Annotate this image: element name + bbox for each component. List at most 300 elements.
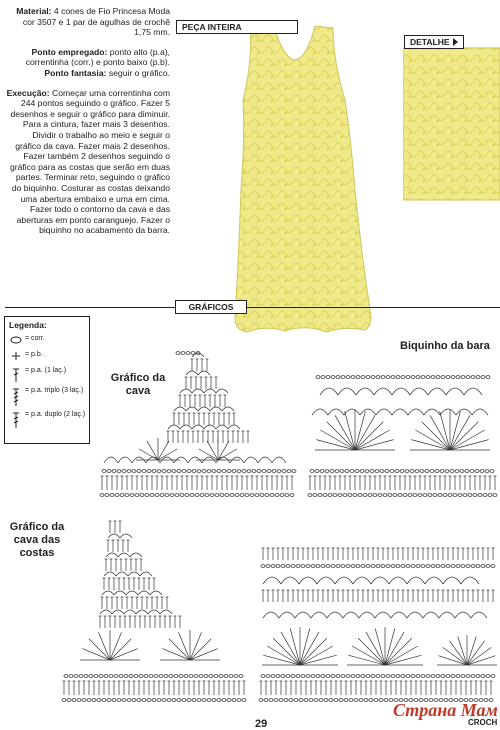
chain-stitch-symbol	[346, 675, 350, 678]
legend-label: = p.b.	[25, 351, 43, 358]
fan-stitch-symbol	[300, 655, 337, 665]
chain-stitch-symbol	[458, 494, 462, 497]
chain-stitch-symbol	[350, 470, 354, 473]
fan-stitch-symbol	[467, 641, 485, 665]
chain-stitch-symbol	[62, 699, 66, 702]
chain-stitch-symbol	[415, 470, 419, 473]
chain-stitch-symbol	[453, 494, 457, 497]
fan-stitch-symbol	[375, 628, 385, 665]
chain-arc-symbol	[371, 577, 389, 584]
chain-arc-symbol	[106, 553, 118, 557]
ponto-empregado-text: ponto alto (p.a), correntinha (corr.) e ponto baixo (p.b).	[25, 46, 170, 68]
fan-stitch-symbol	[263, 655, 300, 665]
fan-stitch-symbol	[300, 628, 310, 665]
chain-stitch-symbol	[177, 699, 181, 702]
chain-stitch-symbol	[396, 675, 400, 678]
chain-stitch-symbol	[481, 675, 485, 678]
chain-stitch-symbol	[481, 376, 485, 379]
chain-stitch-symbol	[379, 699, 383, 702]
chain-arc-symbol	[100, 610, 112, 614]
chain-stitch-symbol	[359, 699, 363, 702]
chain-arc-symbol	[186, 407, 198, 411]
chain-stitch-symbol	[321, 376, 325, 379]
chain-stitch-symbol	[346, 565, 350, 568]
chain-stitch-symbol	[276, 675, 280, 678]
chain-stitch-symbol	[210, 494, 214, 497]
chain-stitch-symbol	[321, 675, 325, 678]
chain-arc-symbol	[464, 388, 482, 395]
material-label: Material:	[16, 6, 52, 16]
chain-stitch-symbol	[461, 565, 465, 568]
chain-stitch-symbol	[285, 494, 289, 497]
chain-stitch-symbol	[391, 565, 395, 568]
chain-stitch-symbol	[107, 470, 111, 473]
chain-stitch-symbol	[160, 494, 164, 497]
chain-stitch-symbol	[403, 494, 407, 497]
chain-stitch-symbol	[486, 565, 490, 568]
chain-stitch-symbol	[331, 675, 335, 678]
chain-arc-symbol	[120, 534, 132, 538]
chain-stitch-symbol	[204, 675, 208, 678]
chain-stitch-symbol	[401, 675, 405, 678]
chain-stitch-symbol	[157, 699, 161, 702]
chain-stitch-symbol	[451, 565, 455, 568]
chain-stitch-symbol	[341, 376, 345, 379]
chain-stitch-symbol	[167, 470, 171, 473]
chain-stitch-symbol	[341, 565, 345, 568]
chain-arc-symbol	[338, 388, 356, 395]
chain-stitch-symbol	[426, 565, 430, 568]
chain-arc-symbol	[244, 457, 258, 463]
chain-stitch-symbol	[232, 470, 236, 473]
treble-stitch-icon	[9, 367, 25, 383]
chain-stitch-symbol	[486, 376, 490, 379]
chain-stitch-symbol	[225, 494, 229, 497]
chain-stitch-symbol	[181, 352, 185, 355]
chain-stitch-symbol	[84, 675, 88, 678]
chain-stitch-symbol	[207, 699, 211, 702]
chain-stitch-symbol	[378, 494, 382, 497]
watermark: Страна Мам	[393, 700, 498, 720]
chain-stitch-symbol	[240, 494, 244, 497]
chain-stitch-symbol	[441, 376, 445, 379]
chain-stitch-symbol	[187, 699, 191, 702]
chain-stitch-symbol	[413, 494, 417, 497]
chain-stitch-symbol	[169, 675, 173, 678]
chain-arc-symbol	[186, 371, 198, 375]
chain-stitch-symbol	[264, 699, 268, 702]
chain-arc-symbol	[136, 610, 148, 614]
chain-stitch-symbol	[164, 675, 168, 678]
chain-stitch-symbol	[149, 675, 153, 678]
chain-stitch-symbol	[135, 494, 139, 497]
chain-arc-symbol	[410, 388, 428, 395]
chain-stitch-symbol	[122, 699, 126, 702]
chain-stitch-symbol	[471, 565, 475, 568]
chain-stitch-symbol	[271, 565, 275, 568]
chain-stitch-symbol	[202, 470, 206, 473]
chain-arc-symbol	[440, 409, 456, 415]
chain-stitch-symbol	[274, 699, 278, 702]
chain-stitch-symbol	[465, 470, 469, 473]
chain-stitch-symbol	[436, 565, 440, 568]
chain-stitch-symbol	[119, 675, 123, 678]
chain-stitch-symbol	[87, 699, 91, 702]
chain-stitch-symbol	[393, 494, 397, 497]
chain-stitch-symbol	[351, 565, 355, 568]
chain-stitch-symbol	[383, 494, 387, 497]
chain-stitch-symbol	[200, 494, 204, 497]
chain-stitch-symbol	[291, 565, 295, 568]
chain-stitch-symbol	[79, 675, 83, 678]
page-number: 29	[255, 718, 268, 730]
chain-stitch-symbol	[67, 699, 71, 702]
fan-stitch-symbol	[89, 639, 110, 660]
chain-stitch-symbol	[245, 494, 249, 497]
chain-stitch-symbol	[335, 470, 339, 473]
chain-stitch-symbol	[406, 565, 410, 568]
chart-main-diagram	[255, 540, 500, 705]
chain-stitch-symbol	[157, 470, 161, 473]
chain-stitch-symbol	[172, 699, 176, 702]
chain-stitch-symbol	[366, 675, 370, 678]
chain-arc-symbol	[317, 577, 335, 584]
chain-stitch-symbol	[275, 494, 279, 497]
chain-stitch-symbol	[321, 565, 325, 568]
chain-arc-symbol	[198, 407, 210, 411]
chain-stitch-symbol	[82, 699, 86, 702]
chain-arc-symbol	[359, 612, 375, 618]
chain-arc-symbol	[204, 389, 216, 393]
chain-stitch-symbol	[406, 675, 410, 678]
chain-stitch-symbol	[411, 565, 415, 568]
chain-stitch-symbol	[456, 675, 460, 678]
chain-stitch-symbol	[224, 675, 228, 678]
chain-arc-symbol	[407, 612, 423, 618]
chain-stitch-symbol	[451, 675, 455, 678]
chain-stitch-symbol	[408, 494, 412, 497]
chain-arc-symbol	[320, 388, 338, 395]
chain-arc-symbol	[428, 388, 446, 395]
legend-item-pb	[9, 351, 89, 363]
chart-cava-diagram	[98, 345, 300, 500]
chain-stitch-symbol	[416, 565, 420, 568]
chain-stitch-symbol	[485, 470, 489, 473]
chain-stitch-symbol	[109, 675, 113, 678]
chain-stitch-symbol	[134, 675, 138, 678]
chain-arc-symbol	[130, 553, 142, 557]
chain-stitch-symbol	[212, 470, 216, 473]
chain-stitch-symbol	[354, 699, 358, 702]
chain-stitch-symbol	[176, 352, 180, 355]
chain-stitch-symbol	[361, 376, 365, 379]
legend-item-pa-triplo	[9, 387, 89, 407]
chain-stitch-symbol	[261, 675, 265, 678]
chain-stitch-symbol	[217, 699, 221, 702]
chain-stitch-symbol	[411, 675, 415, 678]
chain-stitch-symbol	[227, 699, 231, 702]
chain-arc-symbol	[263, 577, 281, 584]
chain-stitch-symbol	[277, 470, 281, 473]
chain-stitch-symbol	[381, 565, 385, 568]
chain-stitch-symbol	[92, 699, 96, 702]
chain-arc-symbol	[104, 457, 118, 463]
ponto-fantasia-label: Ponto fantasia:	[44, 67, 107, 78]
chain-arc-symbol	[148, 610, 160, 614]
chain-stitch-symbol	[328, 494, 332, 497]
chain-stitch-symbol	[331, 376, 335, 379]
chain-stitch-symbol	[77, 699, 81, 702]
legend-label: = corr.	[25, 335, 45, 342]
chain-stitch-symbol	[325, 470, 329, 473]
chain-stitch-symbol	[340, 470, 344, 473]
chain-arc-symbol	[471, 612, 487, 618]
chain-arc-symbol	[281, 577, 299, 584]
chain-stitch-symbol	[318, 494, 322, 497]
chain-stitch-symbol	[280, 494, 284, 497]
chart-title-biquinho: Biquinho da bara	[400, 340, 490, 352]
chain-stitch-symbol	[237, 470, 241, 473]
chain-stitch-symbol	[265, 494, 269, 497]
chain-stitch-symbol	[355, 470, 359, 473]
legend-item-pa-duplo	[9, 411, 89, 429]
chain-arc-symbol	[102, 591, 114, 595]
chain-stitch-symbol	[271, 675, 275, 678]
chain-stitch-symbol	[152, 470, 156, 473]
chain-stitch-symbol	[112, 699, 116, 702]
chain-stitch-symbol	[255, 494, 259, 497]
fan-stitch-symbol	[385, 628, 395, 665]
chain-stitch-symbol	[396, 376, 400, 379]
chain-stitch-symbol	[187, 470, 191, 473]
chain-stitch-symbol	[289, 699, 293, 702]
chain-stitch-symbol	[463, 494, 467, 497]
chain-stitch-symbol	[147, 699, 151, 702]
chain-arc-symbol	[407, 577, 425, 584]
legend-title: Legenda:	[9, 320, 47, 330]
chain-arc-symbol	[311, 612, 327, 618]
chain-arc-symbol	[353, 577, 371, 584]
chain-arc-symbol	[126, 591, 138, 595]
chain-stitch-symbol	[363, 494, 367, 497]
chain-stitch-symbol	[309, 699, 313, 702]
chain-stitch-symbol	[438, 494, 442, 497]
chain-stitch-symbol	[371, 376, 375, 379]
legend-label: = p.a. duplo (2 laç.)	[25, 411, 86, 418]
chain-stitch-symbol	[356, 376, 360, 379]
chain-stitch-symbol	[369, 699, 373, 702]
legend-box	[4, 316, 90, 444]
chain-stitch-symbol	[490, 470, 494, 473]
chain-stitch-symbol	[284, 699, 288, 702]
chain-stitch-symbol	[476, 675, 480, 678]
detalhe-tag	[404, 35, 464, 49]
chain-stitch-symbol	[371, 565, 375, 568]
chain-stitch-symbol	[69, 675, 73, 678]
fan-stitch-symbol	[438, 656, 467, 665]
chain-stitch-symbol	[152, 699, 156, 702]
chart-biquinho-diagram	[300, 355, 500, 500]
chain-arc-symbol	[446, 388, 464, 395]
fan-stitch-symbol	[169, 639, 190, 660]
chain-stitch-symbol	[129, 675, 133, 678]
chain-stitch-symbol	[250, 494, 254, 497]
chain-stitch-symbol	[326, 376, 330, 379]
chain-stitch-symbol	[308, 494, 312, 497]
chain-stitch-symbol	[448, 494, 452, 497]
chain-stitch-symbol	[493, 494, 497, 497]
chain-stitch-symbol	[266, 675, 270, 678]
chain-arc-symbol	[312, 409, 328, 415]
chain-stitch-symbol	[473, 494, 477, 497]
chain-stitch-symbol	[232, 699, 236, 702]
chain-stitch-symbol	[195, 494, 199, 497]
chain-stitch-symbol	[391, 376, 395, 379]
chain-stitch-symbol	[395, 470, 399, 473]
chain-stitch-symbol	[455, 470, 459, 473]
chain-stitch-symbol	[162, 470, 166, 473]
chain-stitch-symbol	[471, 675, 475, 678]
chain-stitch-symbol	[172, 470, 176, 473]
chain-stitch-symbol	[104, 675, 108, 678]
chain-stitch-symbol	[99, 675, 103, 678]
chain-stitch-symbol	[385, 470, 389, 473]
chain-stitch-symbol	[430, 470, 434, 473]
chain-stitch-symbol	[311, 675, 315, 678]
chain-stitch-symbol	[376, 675, 380, 678]
chain-arc-symbol	[104, 572, 116, 576]
chain-arc-symbol	[168, 425, 180, 429]
chain-stitch-symbol	[376, 376, 380, 379]
chain-stitch-symbol	[416, 376, 420, 379]
chain-stitch-symbol	[234, 675, 238, 678]
chain-stitch-symbol	[154, 675, 158, 678]
chain-arc-symbol	[360, 409, 376, 415]
corner-text: CROCH	[468, 718, 498, 727]
chain-arc-symbol	[263, 612, 279, 618]
chain-stitch-symbol	[291, 675, 295, 678]
chain-stitch-symbol	[127, 699, 131, 702]
chart-title-cava: Gráfico da cava	[110, 372, 166, 397]
chain-stitch-symbol	[323, 494, 327, 497]
chain-stitch-symbol	[144, 675, 148, 678]
plus-icon	[9, 351, 25, 363]
chain-stitch-symbol	[435, 470, 439, 473]
chain-arc-symbol	[423, 612, 439, 618]
chain-stitch-symbol	[296, 675, 300, 678]
chain-stitch-symbol	[190, 494, 194, 497]
chain-stitch-symbol	[345, 470, 349, 473]
instructions-column	[6, 6, 170, 245]
chain-stitch-symbol	[456, 565, 460, 568]
chain-arc-symbol	[295, 612, 311, 618]
chain-stitch-symbol	[420, 470, 424, 473]
chain-arc-symbol	[180, 425, 192, 429]
arrow-right-icon	[453, 38, 458, 46]
chain-stitch-symbol	[294, 699, 298, 702]
chain-stitch-symbol	[192, 470, 196, 473]
fan-stitch-symbol	[110, 639, 131, 660]
chain-stitch-symbol	[396, 565, 400, 568]
fan-stitch-symbol	[348, 655, 385, 665]
chain-stitch-symbol	[239, 675, 243, 678]
chain-stitch-symbol	[386, 565, 390, 568]
chain-stitch-symbol	[270, 494, 274, 497]
fan-stitch-symbol	[467, 656, 496, 665]
fan-stitch-symbol	[411, 440, 450, 450]
chain-oval-icon	[9, 335, 25, 347]
chain-stitch-symbol	[426, 675, 430, 678]
chain-stitch-symbol	[380, 470, 384, 473]
chain-stitch-symbol	[304, 699, 308, 702]
chart-cava-costas-diagram	[60, 510, 250, 705]
chain-stitch-symbol	[197, 470, 201, 473]
ponto-empregado-label: Ponto empregado:	[31, 46, 108, 57]
chain-arc-symbol	[228, 425, 240, 429]
chain-arc-symbol	[279, 612, 295, 618]
chain-stitch-symbol	[356, 675, 360, 678]
chain-stitch-symbol	[112, 470, 116, 473]
chart-title-cava-costas: Gráfico da cava das costas	[9, 521, 65, 559]
chain-stitch-symbol	[175, 494, 179, 497]
chain-stitch-symbol	[257, 470, 261, 473]
chain-stitch-symbol	[64, 675, 68, 678]
chain-stitch-symbol	[418, 494, 422, 497]
chain-stitch-symbol	[375, 470, 379, 473]
legend-item-corr	[9, 335, 89, 347]
material-text: 4 cones de Fio Princesa Moda cor 3507 e 1 par de agulhas de crochê 1,75 mm.	[22, 6, 170, 38]
chain-arc-symbol	[118, 457, 132, 463]
chain-stitch-symbol	[219, 675, 223, 678]
chain-arc-symbol	[138, 591, 150, 595]
chain-stitch-symbol	[374, 699, 378, 702]
chain-arc-symbol	[108, 534, 120, 538]
chain-arc-symbol	[210, 407, 222, 411]
chain-stitch-symbol	[461, 675, 465, 678]
chain-stitch-symbol	[272, 470, 276, 473]
chain-arc-symbol	[472, 409, 488, 415]
chain-stitch-symbol	[237, 699, 241, 702]
chain-stitch-symbol	[421, 675, 425, 678]
chain-stitch-symbol	[426, 376, 430, 379]
chain-arc-symbol	[425, 577, 443, 584]
chain-arc-symbol	[128, 572, 140, 576]
chain-arc-symbol	[222, 407, 234, 411]
chain-stitch-symbol	[346, 376, 350, 379]
chain-stitch-symbol	[102, 470, 106, 473]
chain-stitch-symbol	[147, 470, 151, 473]
chain-stitch-symbol	[416, 675, 420, 678]
chain-stitch-symbol	[431, 376, 435, 379]
chain-stitch-symbol	[267, 470, 271, 473]
chain-stitch-symbol	[192, 699, 196, 702]
chain-stitch-symbol	[72, 699, 76, 702]
chain-stitch-symbol	[137, 699, 141, 702]
chain-stitch-symbol	[259, 699, 263, 702]
chain-stitch-symbol	[471, 376, 475, 379]
chain-arc-symbol	[327, 612, 343, 618]
chain-stitch-symbol	[287, 470, 291, 473]
chain-stitch-symbol	[433, 494, 437, 497]
ponto-fantasia-text: seguir o gráfico.	[106, 67, 170, 78]
chain-arc-symbol	[461, 577, 479, 584]
chain-stitch-symbol	[320, 470, 324, 473]
chain-stitch-symbol	[386, 675, 390, 678]
triple-treble-stitch-icon	[9, 387, 25, 407]
chain-stitch-symbol	[336, 675, 340, 678]
chain-stitch-symbol	[326, 675, 330, 678]
chain-stitch-symbol	[179, 675, 183, 678]
